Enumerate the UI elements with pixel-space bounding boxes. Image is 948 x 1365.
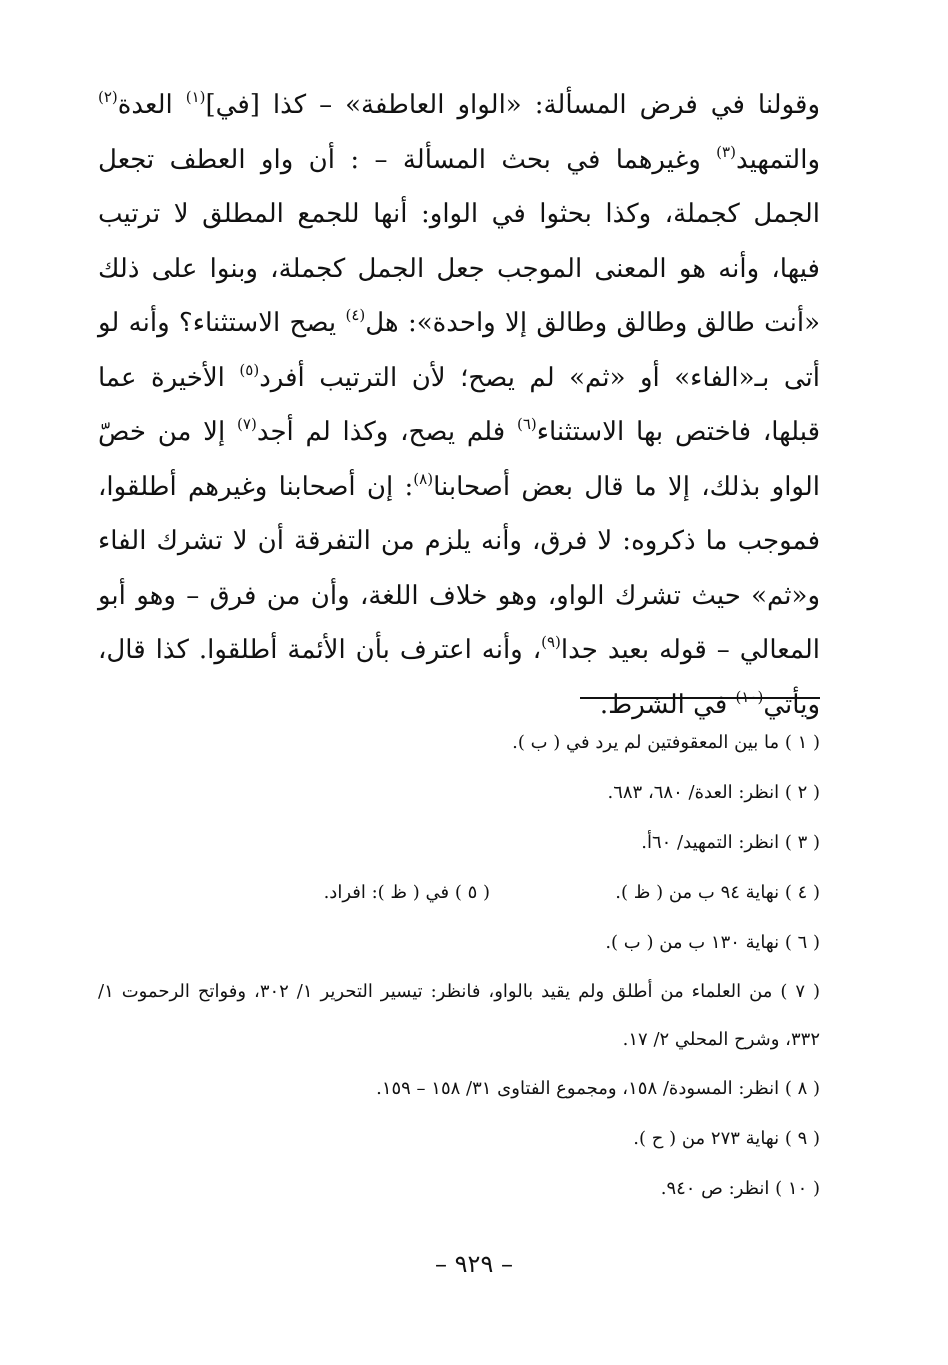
footnote-7: ( ٧ ) من العلماء من أطلق ولم يقيد بالواو، فانظر: تيسير التحرير ١/ ٣٠٢، وفواتح الرحموت ١/ ٣٣٢، وشرح المحلي ٢/ ١٧. <box>98 981 820 1050</box>
main-text <box>98 78 820 732</box>
footnote-2: ( ٢ ) انظر: العدة/ ٦٨٠، ٦٨٣. <box>607 782 820 803</box>
footnote-ref: (٢) <box>98 88 118 106</box>
footnotes <box>98 718 820 1214</box>
text-segment: إلا من خصّ الواو بذلك، إلا ما قال بعض أصحابنا <box>98 417 820 502</box>
footnote-10: ( ١٠ ) انظر: ص ٩٤٠. <box>660 1178 820 1199</box>
footnote-ref: (٤) <box>345 306 366 324</box>
main-paragraph <box>98 78 820 732</box>
text-segment: والتمهيد <box>735 144 820 175</box>
text-segment: وغيرهما في بحث المسألة – : أن واو العطف تجعل الجمل كجملة، وكذا بحثوا في الواو: أنها للجمع المطلق لا ترتيب فيها، وأنه هو المعنى الموجب جعل الجمل كجملة، وبنوا على ذلك «أنت طالق وطالق وطالق إلا واحدة»: هل <box>98 144 821 338</box>
footnote-ref: (١٠) <box>735 687 764 706</box>
text-segment: في الشرط. <box>599 689 728 720</box>
footnote-9: ( ٩ ) نهاية ٢٧٣ من ( ح ). <box>633 1128 820 1149</box>
text-segment: الأخيرة عما قبلها، فاختص بها الاستثناء <box>98 362 821 447</box>
footnote-ref: (٥) <box>239 360 260 379</box>
text-segment: : إن أصحابنا وغيرهم أطلقوا، فموجب ما ذكروه: لا فرق، وأنه يلزم من التفرقة أن لا تشرك الفاء و«ثم» حيث تشرك الواو، وهو خلاف اللغة، وأن من فرق – وهو أبو المعالي – قوله بعيد جدا <box>98 471 820 665</box>
footnote-1: ( ١ ) ما بين المعقوفتين لم يرد في ( ب ). <box>512 732 820 753</box>
text-segment: ، وأنه اعترف بأن الأئمة أطلقوا. كذا قال، ويأتي <box>98 635 820 720</box>
footnote-4: ( ٤ ) نهاية ٩٤ ب من ( ظ ). <box>615 882 820 903</box>
footnote-5: ( ٥ ) في ( ظ ): افراد. <box>323 882 490 903</box>
footnote-8: ( ٨ ) انظر: المسودة/ ١٥٨، ومجموع الفتاوى ٣١/ ١٥٨ – ١٥٩. <box>376 1078 820 1099</box>
footnote-ref: (٣) <box>716 142 736 161</box>
text-segment: وقولنا في فرض المسألة: «الواو العاطفة» – كذا [في] <box>205 90 820 120</box>
footnote-ref: (٩) <box>541 633 561 651</box>
footnote-ref: (٦) <box>516 415 537 433</box>
footnote-6: ( ٦ ) نهاية ١٣٠ ب من ( ب ). <box>605 932 820 953</box>
footnote-ref: (٧) <box>237 415 257 433</box>
footnote-3: ( ٣ ) انظر: التمهيد/ ٦٠أ. <box>641 832 820 853</box>
footnote-separator <box>580 697 820 699</box>
footnote-ref: (٨) <box>413 469 434 488</box>
text-segment: العدة <box>117 90 173 120</box>
page-number: – ٩٢٩ – <box>435 1250 513 1278</box>
footnote-ref: (١) <box>185 88 206 106</box>
footnote-row <box>98 868 820 918</box>
text-segment: يصح الاستثناء؟ وأنه لو أتى بـ«الفاء» أو «ثم» لم يصح؛ لأن الترتيب أفرد <box>98 308 821 393</box>
text-segment: فلم يصح، وكذا لم أجد <box>256 417 506 447</box>
